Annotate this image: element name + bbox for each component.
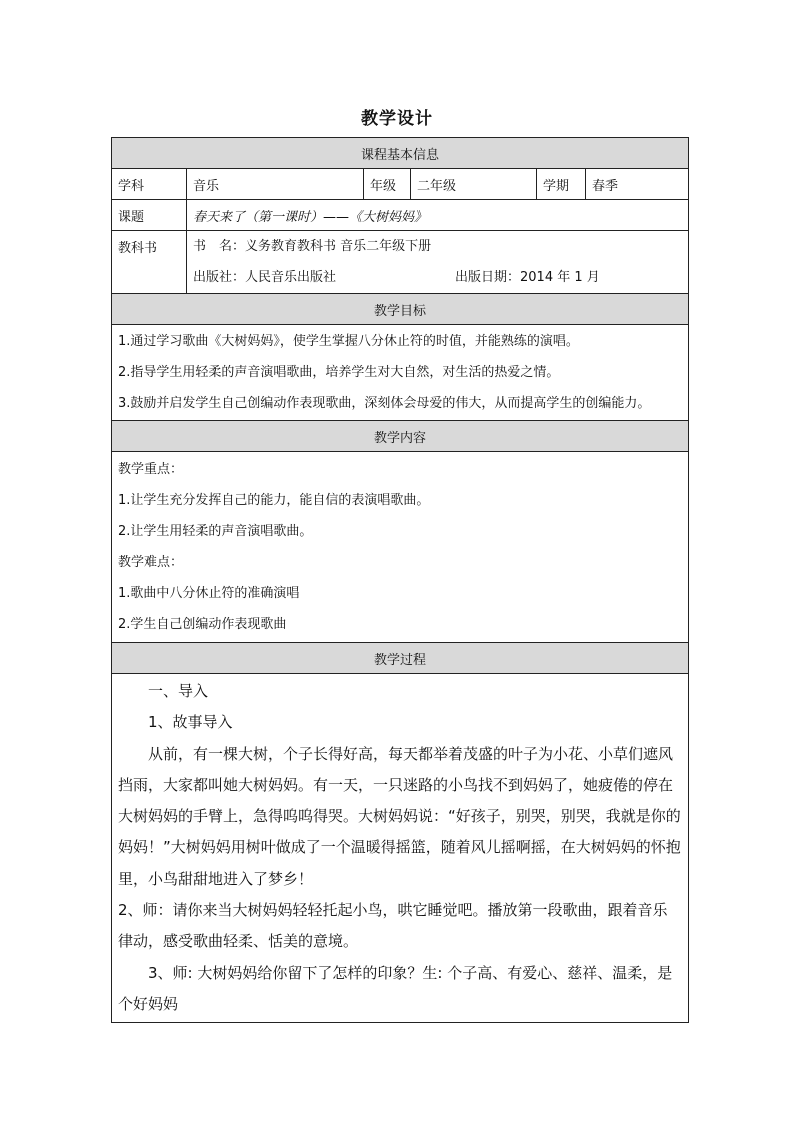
document-title: 教学设计 xyxy=(361,109,433,129)
story-paragraph: 从前，有一棵大树，个子长得好高，每天都举着茂盛的叶子为小花、小草们遮风挡雨，大家都叫她大树妈妈。有一天，一只迷路的小鸟找不到妈妈了，她疲倦的停在大树妈妈的手臂上，急得呜呜得哭。大树妈妈说：“好孩子，别哭，别哭，我就是你的妈妈！”大树妈妈用树叶做成了一个温暖得摇篮，随着风儿摇啊摇，在大树妈妈的怀抱里，小鸟甜甜地进入了梦乡！ xyxy=(118,744,681,888)
content-row xyxy=(112,452,689,643)
term-value: 春季 xyxy=(586,169,689,200)
textbook-label: 教科书 xyxy=(112,231,187,294)
publish-date: 出版日期：2014 年 1 月 xyxy=(455,270,600,285)
process-body xyxy=(112,674,689,1023)
process-section-title: 一、导入 xyxy=(148,682,209,700)
subject-label: 学科 xyxy=(112,169,187,200)
process-header: 教学过程 xyxy=(112,643,689,674)
publisher: 出版社：人民音乐出版社 xyxy=(193,270,337,285)
objective-item: 1.通过学习歌曲《大树妈妈》，使学生掌握八分休止符的时值，并能熟练的演唱。 xyxy=(118,334,579,349)
content-header-row xyxy=(112,421,689,452)
content-list xyxy=(112,452,689,643)
textbook-details xyxy=(187,231,689,294)
difficulty-item: 2.学生自己创编动作表现歌曲 xyxy=(118,617,287,632)
objectives-header: 教学目标 xyxy=(112,294,689,325)
key-point-item: 2.让学生用轻柔的声音演唱歌曲。 xyxy=(118,524,313,539)
book-name: 书 名：义务教育教科书 音乐二年级下册 xyxy=(193,239,432,254)
objectives-row xyxy=(112,325,689,421)
grade-value: 二年级 xyxy=(411,169,537,200)
topic-label: 课题 xyxy=(112,200,187,231)
basic-info-header: 课程基本信息 xyxy=(112,138,689,169)
key-points-label: 教学重点： xyxy=(118,462,184,477)
process-step: 1、故事导入 xyxy=(148,713,233,732)
difficulty-item: 1.歌曲中八分休止符的准确演唱 xyxy=(118,586,300,601)
lesson-plan-table xyxy=(111,137,689,1023)
textbook-row xyxy=(112,231,689,294)
objective-item: 3.鼓励并启发学生自己创编动作表现歌曲，深刻体会母爱的伟大，从而提高学生的创编能力。 xyxy=(118,396,651,411)
objectives-list xyxy=(112,325,689,421)
topic-row xyxy=(112,200,689,231)
objectives-header-row xyxy=(112,294,689,325)
publisher-line xyxy=(193,262,682,293)
subject-value: 音乐 xyxy=(187,169,364,200)
process-step: 2、师：请你来当大树妈妈轻轻托起小鸟，哄它睡觉吧。播放第一段歌曲，跟着音乐律动，感受歌曲轻柔、恬美的意境。 xyxy=(118,901,668,951)
process-step: 3、师: 大树妈妈给你留下了怎样的印象？生: 个子高、有爱心、慈祥、温柔，是个好妈妈 xyxy=(118,963,673,1013)
difficulties-label: 教学难点： xyxy=(118,555,184,570)
objective-item: 2.指导学生用轻柔的声音演唱歌曲，培养学生对大自然，对生活的热爱之情。 xyxy=(118,365,560,380)
topic-value: 春天来了（第一课时）——《大树妈妈》 xyxy=(187,200,689,231)
term-label: 学期 xyxy=(537,169,586,200)
subject-row xyxy=(112,169,689,200)
process-header-row xyxy=(112,643,689,674)
content-header: 教学内容 xyxy=(112,421,689,452)
grade-label: 年级 xyxy=(364,169,411,200)
key-point-item: 1.让学生充分发挥自己的能力，能自信的表演唱歌曲。 xyxy=(118,493,430,508)
process-row xyxy=(112,674,689,1023)
basic-info-header-row xyxy=(112,138,689,169)
